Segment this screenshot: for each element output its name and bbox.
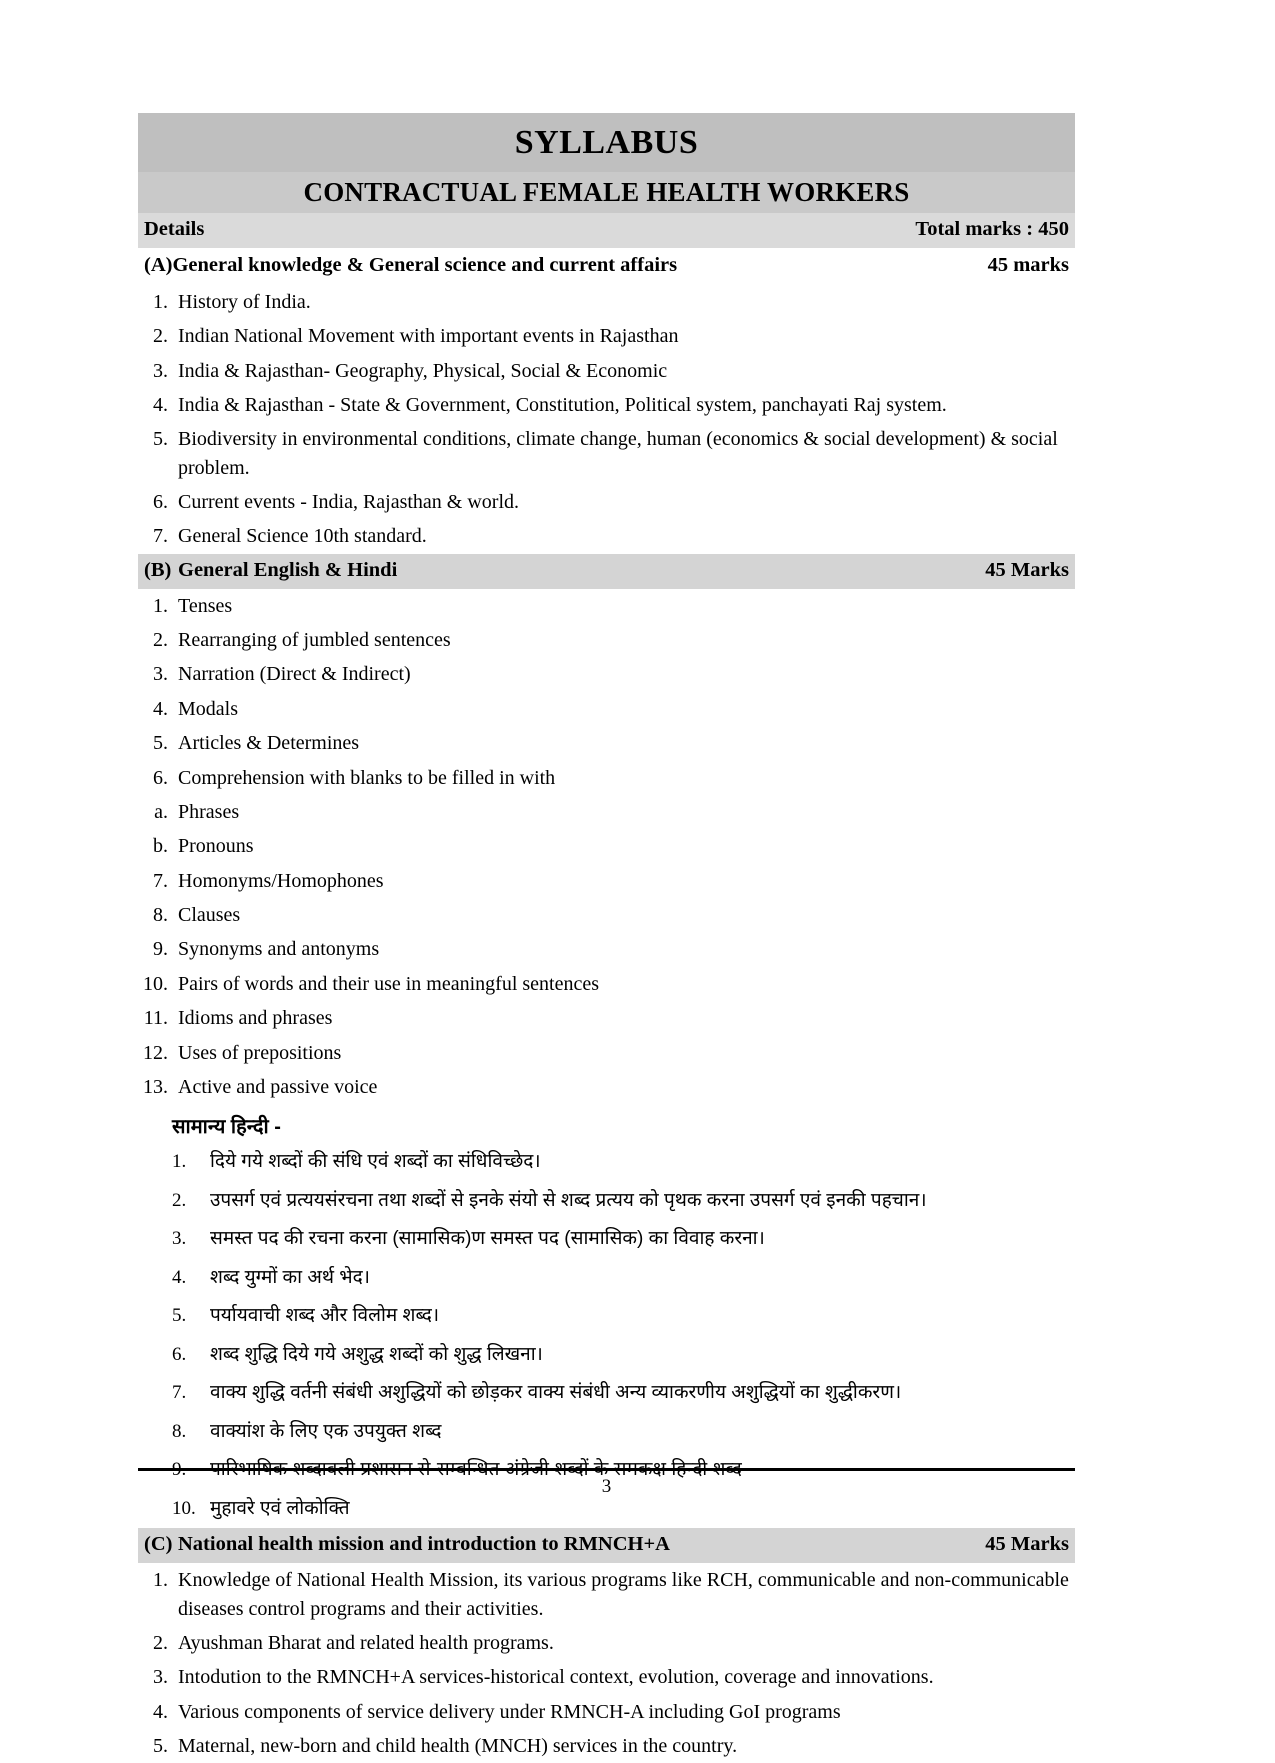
list-item [138, 1729, 1075, 1763]
item-text: Current events - India, Rajasthan & world. [178, 491, 520, 514]
total-marks-label: Total marks : 450 [915, 218, 1069, 241]
list-item [138, 692, 1075, 726]
section-b-title [144, 556, 397, 586]
item-number: 4. [172, 1266, 187, 1288]
syllabus-page [138, 0, 1075, 1758]
list-item [138, 319, 1075, 353]
list-item [138, 519, 1075, 553]
item-number: 3. [153, 1666, 168, 1689]
list-item [138, 829, 1075, 863]
item-number: 6. [153, 766, 168, 789]
item-number: 11. [143, 1007, 168, 1030]
item-number: 5. [153, 732, 168, 755]
page-number: 3 [601, 1476, 612, 1497]
list-item [138, 1660, 1075, 1694]
list-item [138, 589, 1075, 623]
item-number: a. [154, 800, 168, 823]
item-text: Synonyms and antonyms [178, 938, 380, 961]
section-a-tag: (A) [144, 254, 173, 276]
item-text: Phrases [178, 800, 240, 823]
list-item [138, 388, 1075, 422]
section-a-header [138, 248, 1075, 285]
item-text: General Science 10th standard. [178, 525, 427, 548]
item-number: 1. [153, 1569, 168, 1592]
list-item [172, 1220, 1075, 1259]
item-number: 5. [172, 1305, 187, 1327]
list-item [138, 864, 1075, 898]
section-a-heading: General knowledge & General science and current affairs [172, 254, 678, 276]
item-number: 6. [172, 1343, 187, 1365]
list-item [138, 726, 1075, 760]
section-c-header [138, 1528, 1075, 1563]
section-b-list [138, 589, 1075, 1105]
item-text: Ayushman Bharat and related health programs. [178, 1631, 554, 1654]
item-text: History of India. [178, 290, 311, 313]
item-number: 1. [153, 594, 168, 617]
hindi-subheading: सामान्य हिन्दी - [172, 1116, 281, 1139]
item-text: Tenses [178, 594, 233, 617]
item-text: शब्द युग्मों का अर्थ भेद। [210, 1266, 370, 1288]
list-item [172, 1143, 1075, 1182]
item-number: 3. [172, 1228, 187, 1250]
item-text: पर्यायवाची शब्द और विलोम शब्द। [210, 1305, 440, 1327]
item-text: पारिभाषिक शब्दावली प्रशासन से-सम्बन्धित अंग्रेजी शब्दों के समकक्ष हिन्दी शब्द [210, 1459, 742, 1481]
document-subtitle: CONTRACTUAL FEMALE HEALTH WORKERS [138, 172, 1075, 213]
list-item [138, 285, 1075, 319]
item-text: शब्द शुद्धि दिये गये अशुद्ध शब्दों को शुद्ध लिखना। [210, 1343, 543, 1365]
item-number: 1. [172, 1151, 187, 1173]
item-text: दिये गये शब्दों की संधि एवं शब्दों का संधिविच्छेद। [210, 1151, 541, 1173]
item-text: मुहावरे एवं लोकोक्ति [210, 1497, 350, 1519]
item-number: 4. [153, 393, 168, 416]
list-item [138, 967, 1075, 1001]
item-number: 8. [153, 904, 168, 927]
section-c-title [144, 1530, 670, 1560]
item-number: 12. [143, 1041, 168, 1064]
item-number: 8. [172, 1420, 187, 1442]
section-c-list [138, 1563, 1075, 1763]
item-number: 9. [172, 1459, 187, 1481]
item-number: 2. [153, 628, 168, 651]
list-item [172, 1413, 1075, 1452]
item-text: Knowledge of National Health Mission, its various programs like RCH, communicable and non-communicable diseases control programs and their activities. [178, 1569, 1069, 1620]
item-text: Intodution to the RMNCH+A services-historical context, evolution, coverage and innovations. [178, 1666, 934, 1689]
item-number: 3. [153, 359, 168, 382]
section-b-tag: (B) [144, 558, 172, 581]
list-item [138, 1070, 1075, 1104]
section-a-marks: 45 marks [987, 254, 1069, 276]
item-number: 10. [172, 1497, 196, 1519]
list-item [172, 1259, 1075, 1298]
item-text: India & Rajasthan- Geography, Physical, Social & Economic [178, 359, 668, 382]
item-number: 10. [143, 972, 168, 995]
item-text: उपसर्ग एवं प्रत्ययसंरचना तथा शब्दों से इनके संयो से शब्द प्रत्यय को पृथक करना उपसर्ग एवं इनकी पहचान। [210, 1189, 927, 1211]
item-number: 1. [153, 290, 168, 313]
list-item [138, 657, 1075, 691]
item-text: Narration (Direct & Indirect) [178, 663, 411, 686]
document-title: SYLLABUS [138, 113, 1075, 172]
item-text: Biodiversity in environmental conditions, climate change, human (economics & social development) & social problem. [178, 428, 1058, 479]
item-text: India & Rajasthan - State & Government, Constitution, Political system, panchayati Raj system. [178, 393, 947, 416]
details-header-row [138, 213, 1075, 248]
item-text: Homonyms/Homophones [178, 869, 384, 892]
item-text: Pairs of words and their use in meaningful sentences [178, 972, 600, 995]
section-c-heading: National health mission and introduction to RMNCH+A [178, 1533, 670, 1556]
item-number: 3. [153, 663, 168, 686]
list-item [172, 1297, 1075, 1336]
item-number: 13. [143, 1076, 168, 1099]
section-c-tag: (C) [144, 1533, 173, 1556]
list-item [138, 932, 1075, 966]
item-number: 6. [153, 491, 168, 514]
item-text: Uses of prepositions [178, 1041, 342, 1064]
item-text: Indian National Movement with important events in Rajasthan [178, 325, 679, 348]
item-text: वाक्य शुद्धि वर्तनी संबंधी अशुद्धियों को छोड़कर वाक्य संबंधी अन्य व्याकरणीय अशुद्धियों का शुद्धीकरण। [210, 1382, 902, 1404]
item-number: 2. [153, 325, 168, 348]
item-number: 9. [153, 938, 168, 961]
list-item [138, 1563, 1075, 1626]
item-number: 4. [153, 1700, 168, 1723]
item-number: 2. [153, 1631, 168, 1654]
item-text: समस्त पद की रचना करना (सामासिक)ण समस्त पद (सामासिक) का विवाह करना। [210, 1228, 765, 1250]
item-number: 7. [153, 869, 168, 892]
item-text: Articles & Determines [178, 732, 360, 755]
section-a-title [144, 251, 677, 281]
item-number: 7. [153, 525, 168, 548]
list-item [138, 1036, 1075, 1070]
item-number: 7. [172, 1382, 187, 1404]
list-item [172, 1336, 1075, 1375]
item-text: Various components of service delivery under RMNCH-A including GoI programs [178, 1700, 841, 1723]
item-text: Clauses [178, 904, 241, 927]
section-b-marks: 45 Marks [985, 558, 1069, 581]
item-number: 5. [153, 428, 168, 451]
list-item [138, 422, 1075, 485]
item-text: Pronouns [178, 835, 254, 858]
details-label: Details [144, 218, 205, 241]
list-item [172, 1374, 1075, 1413]
list-item [138, 1695, 1075, 1729]
item-text: Comprehension with blanks to be filled in with [178, 766, 556, 789]
section-b-heading: General English & Hindi [178, 558, 398, 581]
item-text: Idioms and phrases [178, 1007, 333, 1030]
item-number: 5. [153, 1735, 168, 1758]
item-text: Rearranging of jumbled sentences [178, 628, 451, 651]
footer-divider [138, 1468, 1075, 1471]
list-item [138, 761, 1075, 795]
item-text: वाक्यांश के लिए एक उपयुक्त शब्द [210, 1420, 442, 1442]
item-number: 4. [153, 697, 168, 720]
list-item [138, 623, 1075, 657]
list-item [138, 485, 1075, 519]
section-a-list [138, 285, 1075, 554]
list-item [138, 795, 1075, 829]
list-item [138, 354, 1075, 388]
item-text: Maternal, new-born and child health (MNCH) services in the country. [178, 1735, 738, 1758]
item-number: 2. [172, 1189, 187, 1211]
list-item [138, 1626, 1075, 1660]
list-item [138, 1001, 1075, 1035]
item-text: Modals [178, 697, 238, 720]
item-number: b. [153, 835, 168, 858]
list-item [172, 1182, 1075, 1221]
item-text: Active and passive voice [178, 1076, 378, 1099]
section-c-marks: 45 Marks [985, 1533, 1069, 1556]
section-b-header [138, 554, 1075, 589]
list-item [138, 898, 1075, 932]
